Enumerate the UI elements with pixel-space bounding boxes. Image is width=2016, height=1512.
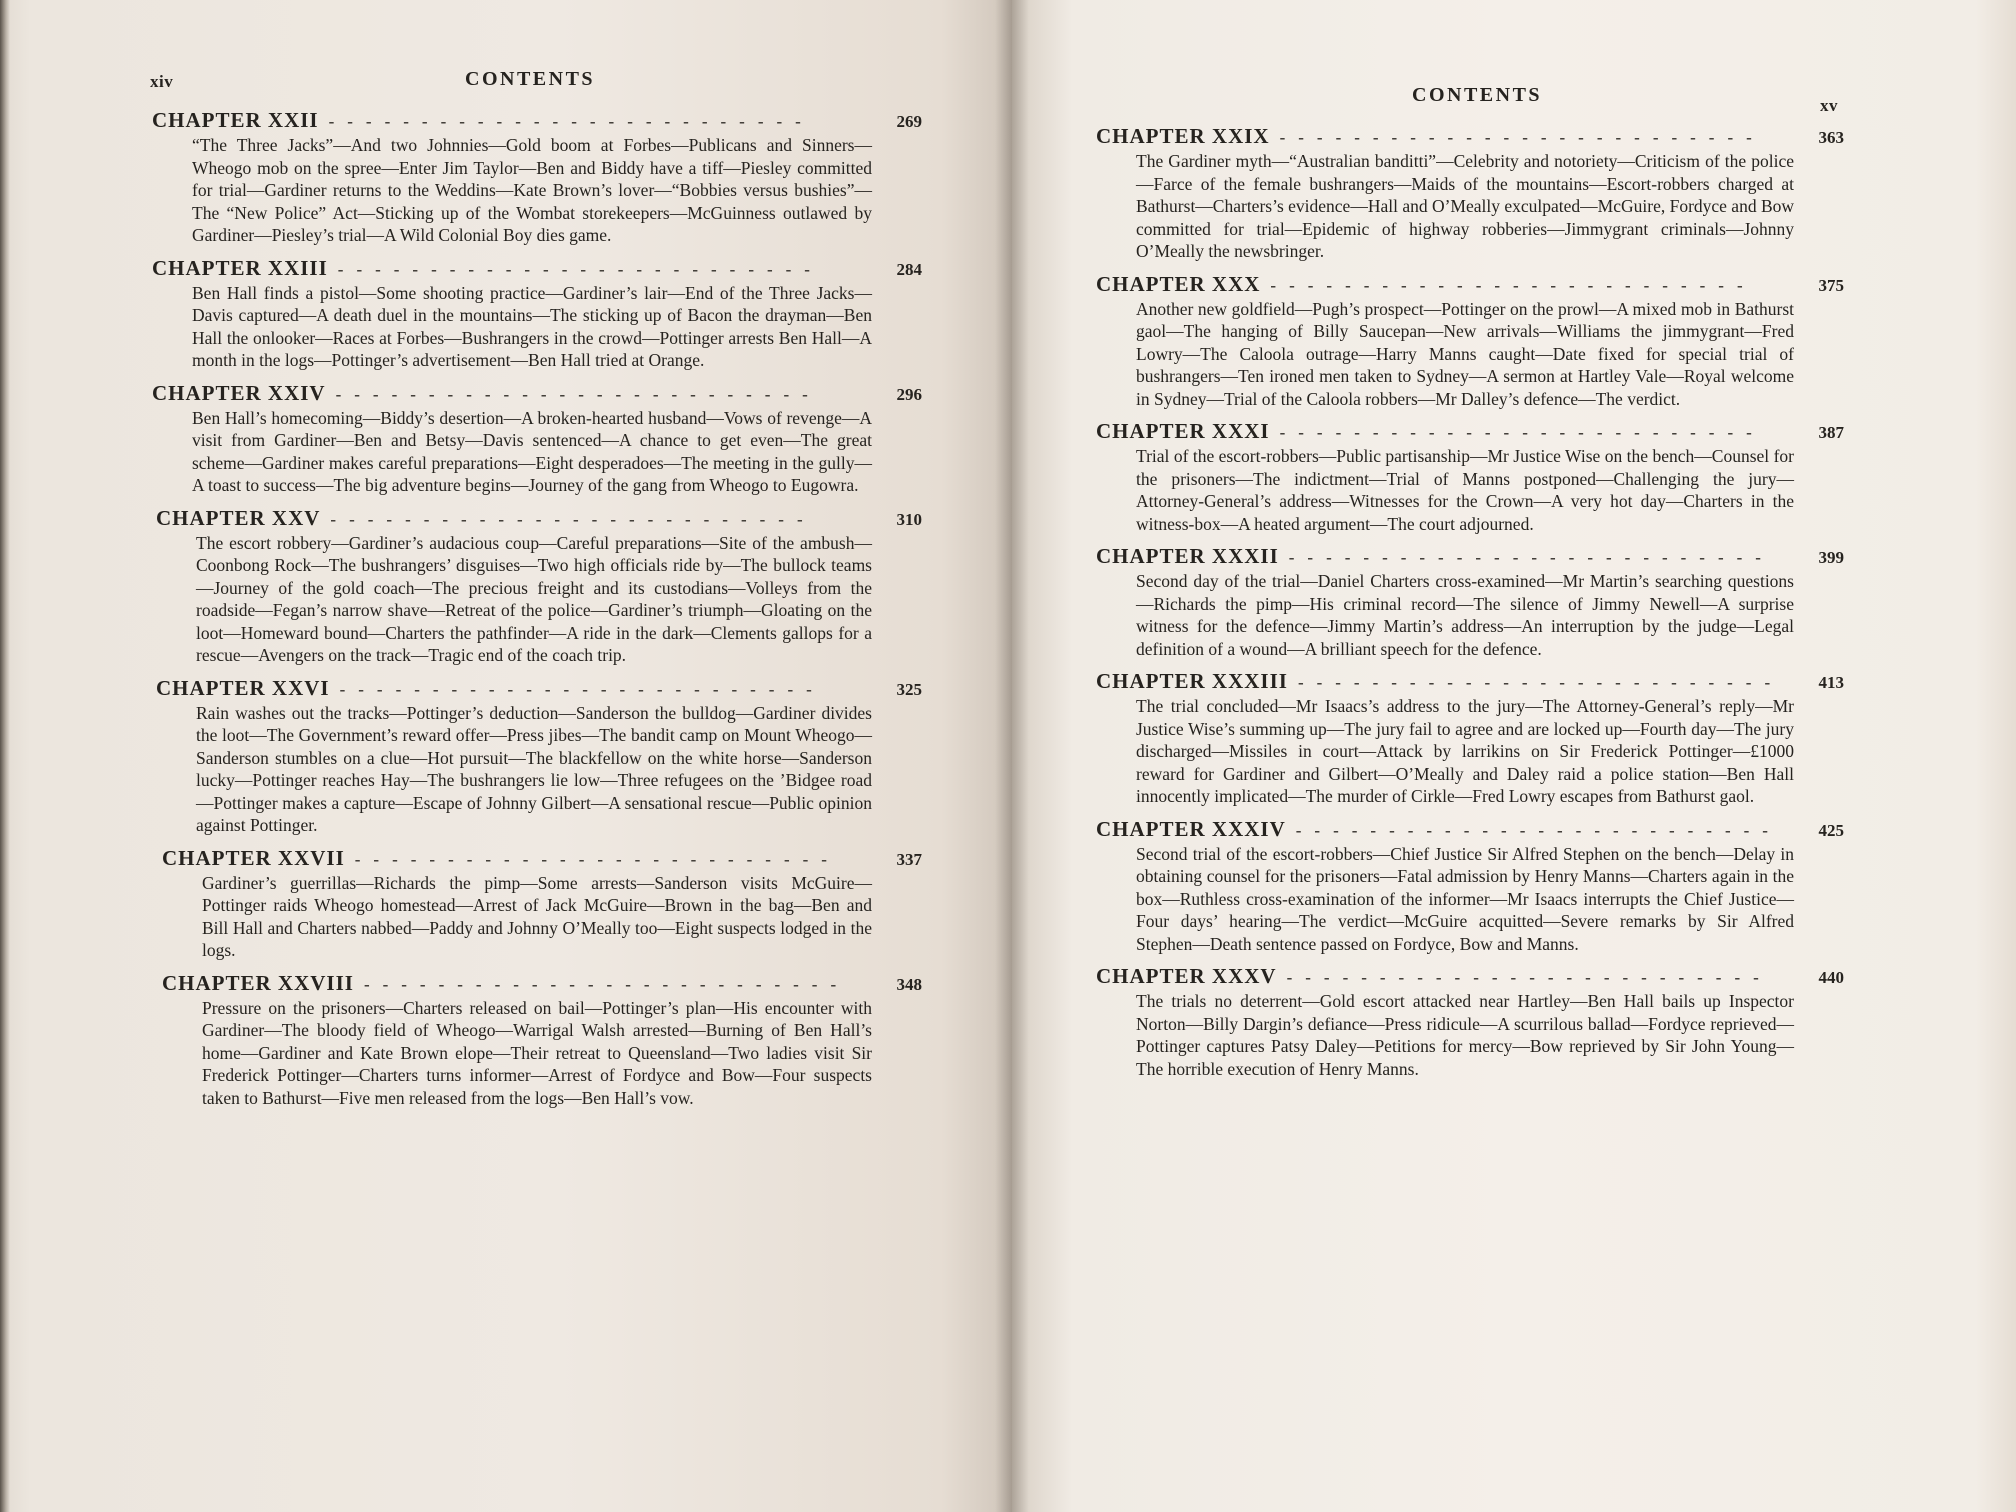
chapter-page-number: 269 (896, 112, 922, 131)
chapter-title: CHAPTER XXX (1096, 271, 1261, 296)
dot-leader: -------------------------- (1270, 275, 1756, 295)
dot-leader: -------------------------- (1297, 673, 1784, 692)
toc-entry (152, 256, 922, 372)
chapter-title: CHAPTER XXIII (152, 255, 328, 280)
chapter-title: CHAPTER XXXIV (1096, 816, 1286, 841)
chapter-summary: Gardiner’s guerrillas—Richards the pimp—Some arrests—Sanderson visits McGuire—Pottinger raids Wheogo homestead—Arrest of Jack McGuire—Brown in the bag—Ben and Bill Hall and Charters nabbed—Paddy and Johnny O’Meally too—Eight suspects lodged in the logs. (202, 872, 872, 960)
toc-entry (152, 381, 922, 497)
dot-leader: -------------------------- (1279, 128, 1765, 147)
running-head-left: CONTENTS (465, 68, 596, 90)
chapter-page-number: 337 (896, 849, 922, 869)
chapter-page-number: 310 (896, 509, 922, 529)
chapter-title: CHAPTER XXXIII (1096, 669, 1288, 693)
chapter-page-number: 296 (896, 384, 922, 404)
chapter-page-number: 399 (1818, 548, 1844, 567)
dot-leader: -------------------------- (1286, 968, 1772, 987)
toc-entry (162, 971, 922, 1110)
dot-leader: -------------------------- (337, 259, 823, 279)
toc-entry (156, 506, 922, 667)
chapter-title: CHAPTER XXVIII (162, 970, 354, 995)
chapter-title: CHAPTER XXIX (1096, 124, 1270, 148)
chapter-page-number: 440 (1818, 968, 1844, 987)
toc-entry (152, 108, 922, 247)
chapter-title: CHAPTER XXII (152, 108, 319, 132)
dot-leader: -------------------------- (1288, 548, 1774, 567)
chapter-page-number: 375 (1818, 275, 1844, 295)
chapter-summary: Second day of the trial—Daniel Charters cross-examined—Mr Martin’s searching questions—Richards the pimp—His criminal record—The silence of Jimmy Newell—A surprise witness for the defence—Jimmy Martin’s address—An interruption by the judge—Legal definition of a wound—A brilliant speech for the defence. (1136, 571, 1794, 659)
chapter-summary: Another new goldfield—Pugh’s prospect—Pottinger on the prowl—A mixed mob in Bathurst gaol—The hanging of Billy Saucepan—New arrivals—Williams the jimmygrant—Fred Lowry—The Caloola outrage—Harry Manns caught—Date fixed for special trial of bushrangers—Ten ironed men taken to Sydney—A sermon at Hartley Vale—Royal welcome in Sydney—Trial of the Caloola robbers—Mr Dalley’s defence—The verdict. (1136, 298, 1794, 409)
contents-list-right (1096, 124, 1844, 1089)
chapter-summary: The Gardiner myth—“Australian banditti”—Celebrity and notoriety—Criticism of the police—Farce of the female bushrangers—Maids of the mountains—Escort-robbers charged at Bathurst—Charters’s evidence—Hall and O’Meally exculpated—McGuire, Fordyce and Bow committed for trial—Epidemic of highway robberies—Jimmygrant criminals—Johnny O’Meally the newsbringer. (1136, 151, 1795, 261)
chapter-page-number: 348 (896, 974, 922, 994)
book-gutter-shadow (995, 0, 1029, 1512)
chapter-page-number: 425 (1818, 820, 1844, 840)
page-number-left: xiv (150, 72, 174, 91)
chapter-summary: Trial of the escort-robbers—Public partisanship—Mr Justice Wise on the bench—Counsel for the prisoners—The indictment—Trial of Manns postponed—Challenging the jury—Attorney-General’s address—Witnesses for the Crown—A very hot day—Charters in the witness-box—A heated argument—The court adjourned. (1136, 446, 1794, 534)
toc-entry (1096, 272, 1844, 411)
chapter-summary: Ben Hall’s homecoming—Biddy’s desertion—A broken-hearted husband—Vows of revenge—A visit from Gardiner—Ben and Betsy—Davis sentenced—A chance to get even—The great scheme—Gardiner makes careful preparations—Eight desperadoes—The meeting in the gully—A toast to success—The big adventure begins—Journey of the gang from Wheogo to Eugowra. (192, 407, 872, 495)
toc-entry (1096, 124, 1844, 263)
chapter-page-number: 413 (1818, 673, 1844, 692)
chapter-title: CHAPTER XXIV (152, 380, 326, 405)
chapter-summary: The trials no deterrent—Gold escort attacked near Hartley—Ben Hall bails up Inspector Norton—Billy Dargin’s defiance—Press ridicule—A scurrilous ballad—Fordyce reprieved—Pottinger captures Patsy Daley—Petitions for mercy—Bow reprieved by Sir John Young—The horrible execution of Henry Manns. (1136, 991, 1794, 1079)
page-edge (0, 0, 10, 1512)
dot-leader: -------------------------- (363, 974, 850, 994)
chapter-title: CHAPTER XXVII (162, 845, 345, 870)
dot-leader: -------------------------- (335, 384, 821, 404)
chapter-summary: “The Three Jacks”—And two Johnnies—Gold boom at Forbes—Publicans and Sinners—Wheogo mob on the spree—Enter Jim Taylor—Ben and Biddy have a tiff—Piesley committed for trial—Gardiner returns to the Weddins—Kate Brown’s lover—“Bobbies versus bushies”—The “New Police” Act—Sticking up of the Wombat storekeepers—McGuinness outlawed by Gardiner—Piesley’s trial—A Wild Colonial Boy dies game. (192, 135, 872, 245)
chapter-title: CHAPTER XXXV (1096, 964, 1277, 988)
chapter-summary: Rain washes out the tracks—Pottinger’s deduction—Sanderson the bulldog—Gardiner divides the loot—The Government’s reward offer—Press jibes—The bandit camp on Mount Wheogo—Sanderson stumbles on a clue—Hot pursuit—The blackfellow on the white horse—Sanderson lucky—Pottinger reaches Hay—The bushrangers lie low—Three refugees on the ’Bidgee road—Pottinger makes a capture—Escape of Johnny Gilbert—A sensational rescue—Public opinion against Pottinger. (196, 702, 872, 835)
chapter-page-number: 325 (896, 679, 922, 699)
chapter-page-number: 387 (1818, 423, 1844, 442)
dot-leader: -------------------------- (339, 679, 825, 699)
chapter-title: CHAPTER XXXI (1096, 419, 1270, 443)
chapter-summary: The escort robbery—Gardiner’s audacious coup—Careful preparations—Site of the ambush—Coonbong Rock—The bushrangers’ disguises—Two high officials ride by—The bullock teams—Journey of the gold coach—The precious freight and its custodians—Volleys from the roadside—Fegan’s narrow shave—Retreat of the police—Gardiner’s triumph—Gloating on the loot—Homeward bound—Charters the pathfinder—A ride in the dark—Clements gallops for a rescue—Avengers on the track—Tragic end of the coach trip. (196, 532, 872, 665)
toc-entry (156, 676, 922, 837)
chapter-page-number: 363 (1818, 128, 1844, 147)
running-head-right: CONTENTS (1412, 84, 1543, 106)
chapter-summary: The trial concluded—Mr Isaacs’s address to the jury—The Attorney-General’s reply—Mr Justice Wise’s summing up—The jury fail to agree and are locked up—Fourth day—The jury discharged—Missiles in court—Attack by larrikins on Sir Frederick Pottinger—£1000 reward for Gardiner and Gilbert—O’Meally and Daley raid a police station—Ben Hall innocently implicated—The murder of Cirkle—Fred Lowry escapes from Bathurst gaol. (1136, 696, 1794, 806)
chapter-title: CHAPTER XXVI (156, 675, 330, 700)
dot-leader: -------------------------- (1295, 820, 1781, 840)
toc-entry (1096, 419, 1844, 535)
chapter-summary: Second trial of the escort-robbers—Chief Justice Sir Alfred Stephen on the bench—Delay in obtaining counsel for the prisoners—Fatal admission by Henry Manns—Charters again in the box—Ruthless cross-examination of the informer—Mr Isaacs interrupts the Chief Justice—Four days’ hearing—The verdict—McGuire acquitted—Severe remarks by Sir Alfred Stephen—Death sentence passed on Fordyce, Bow and Manns. (1136, 843, 1794, 954)
chapter-summary: Pressure on the prisoners—Charters released on bail—Pottinger’s plan—His encounter with Gardiner—The bloody field of Wheogo—Warrigal Walsh arrested—Burning of Ben Hall’s home—Gardiner and Kate Brown elope—Their retreat to Queensland—Two ladies visit Sir Frederick Pottinger—Charters turns informer—Arrest of Fordyce and Bow—Four suspects taken to Bathurst—Five men released from the logs—Ben Hall’s vow. (202, 997, 872, 1108)
chapter-title: CHAPTER XXXII (1096, 544, 1279, 568)
toc-entry (1096, 669, 1844, 808)
right-page (1012, 0, 2016, 1512)
contents-list-left (152, 108, 922, 1118)
page-number-right: xv (1820, 96, 1838, 115)
toc-entry (162, 846, 922, 962)
toc-entry (1096, 964, 1844, 1080)
toc-entry (1096, 817, 1844, 956)
chapter-summary: Ben Hall finds a pistol—Some shooting practice—Gardiner’s lair—End of the Three Jacks—Davis captured—A death duel in the mountains—The sticking up of Bacon the drayman—Ben Hall the onlooker—Races at Forbes—Bushrangers in the crowd—Pottinger arrests Ben Hall—A month in the logs—Pottinger’s advertisement—Ben Hall tried at Orange. (192, 282, 872, 370)
dot-leader: -------------------------- (354, 849, 840, 869)
toc-entry (1096, 544, 1844, 660)
chapter-title: CHAPTER XXV (156, 505, 321, 530)
dot-leader: -------------------------- (1279, 423, 1765, 442)
dot-leader: -------------------------- (330, 509, 816, 529)
chapter-page-number: 284 (896, 259, 922, 279)
dot-leader: -------------------------- (328, 112, 814, 131)
